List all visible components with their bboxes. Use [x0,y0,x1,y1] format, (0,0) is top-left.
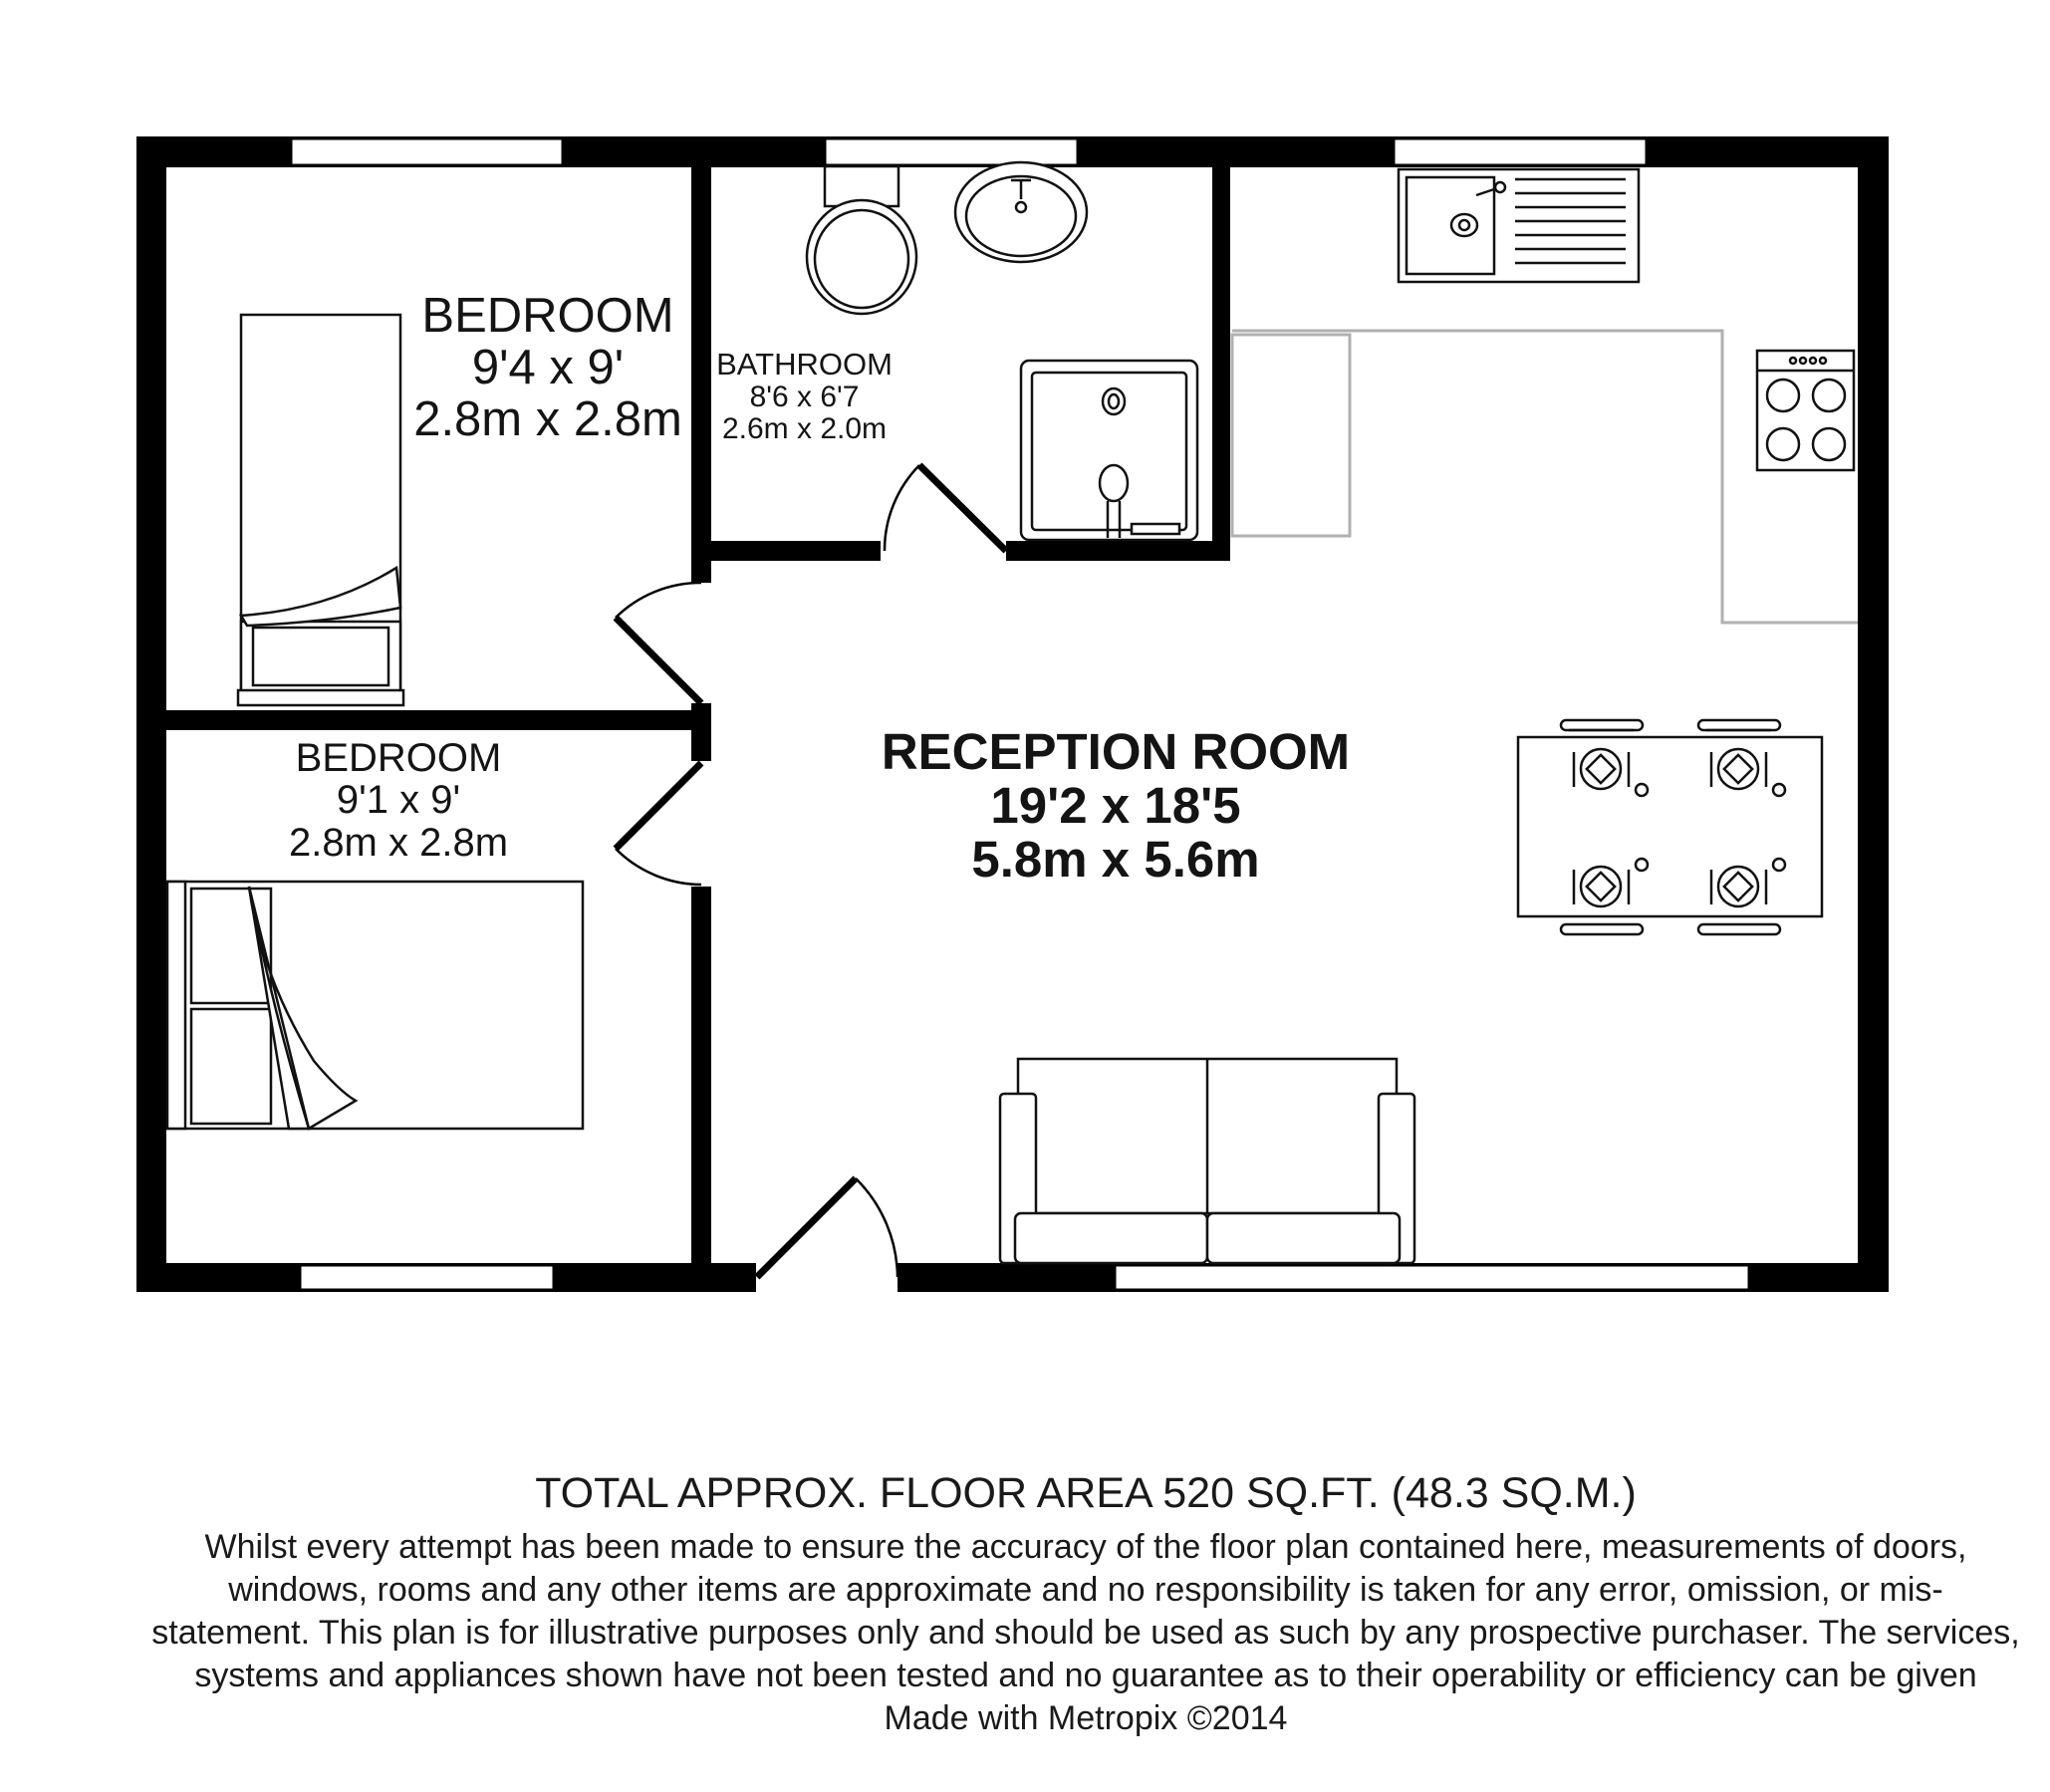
room-size-imperial: 8'6 x 6'7 [749,380,860,413]
dining-table [1518,720,1822,934]
door-bathroom-leaf [919,465,1006,551]
room-size-metric: 2.8m x 2.8m [413,391,682,446]
door-bedroom2-swing [616,849,701,885]
room-name: BEDROOM [295,736,502,780]
wall-bath-bottom-left [691,541,881,561]
room-label-bedroom1 [398,291,697,446]
fridge-space [1232,335,1350,536]
door-bedroom1-leaf [616,618,701,703]
wall-bed1-bed2 [136,710,711,730]
room-name: BEDROOM [421,289,674,343]
room-size-imperial: 9'1 x 9' [336,778,461,823]
window-bathroom [825,138,1078,165]
door-bedroom2-leaf [616,763,701,849]
door-entrance-leaf [757,1178,856,1277]
bed-double [167,882,583,1129]
room-size-imperial: 9'4 x 9' [471,340,625,394]
door-entrance-swing [856,1178,897,1277]
wall-bath-right [1212,136,1230,560]
room-size-metric: 2.6m x 2.0m [721,411,888,445]
kitchen-sink-icon [1399,169,1639,282]
room-label-reception [827,725,1405,887]
door-bathroom-swing [885,465,919,551]
room-label-bedroom2 [269,737,528,864]
window-kitchen [1394,138,1647,165]
total-floor-area: TOTAL APPROX. FLOOR AREA 520 SQ.FT. (48.3 SQ.M.) [535,1469,1637,1517]
window-bedroom2 [300,1265,554,1290]
room-name: BATHROOM [716,347,893,382]
room-size-metric: 2.8m x 2.8m [288,820,509,865]
credit-text: Made with Metropix ©2014 [884,1699,1288,1737]
window-bedroom1 [291,138,563,165]
window-reception [1115,1265,1749,1290]
wall-bed2-reception [691,887,711,1285]
outer-wall-right [1858,136,1889,1292]
room-size-metric: 5.8m x 5.6m [971,831,1260,889]
hob-icon [1757,351,1854,470]
bed-single [238,315,403,705]
wall-bath-bottom-right [1006,541,1230,561]
room-name: RECEPTION ROOM [881,723,1351,780]
kitchen [1232,169,1858,623]
footer [149,1469,2022,1740]
room-label-bathroom [707,349,901,444]
disclaimer-text: Whilst every attempt has been made to ensure the accuracy of the floor plan contained here, measurements of doors, windows, rooms and any other items are approximate and no responsibility is taken for any error, omission, or mis-statement. This plan is for illustrative purposes only and should be used as such by any prospective purchaser. The services, systems and appliances shown have not been tested and no guarantee as to their operability or efficiency can be given [151,1528,2020,1694]
door-bedroom1-swing [616,583,701,618]
room-size-imperial: 19'2 x 18'5 [990,777,1241,835]
sofa [1000,1059,1414,1263]
